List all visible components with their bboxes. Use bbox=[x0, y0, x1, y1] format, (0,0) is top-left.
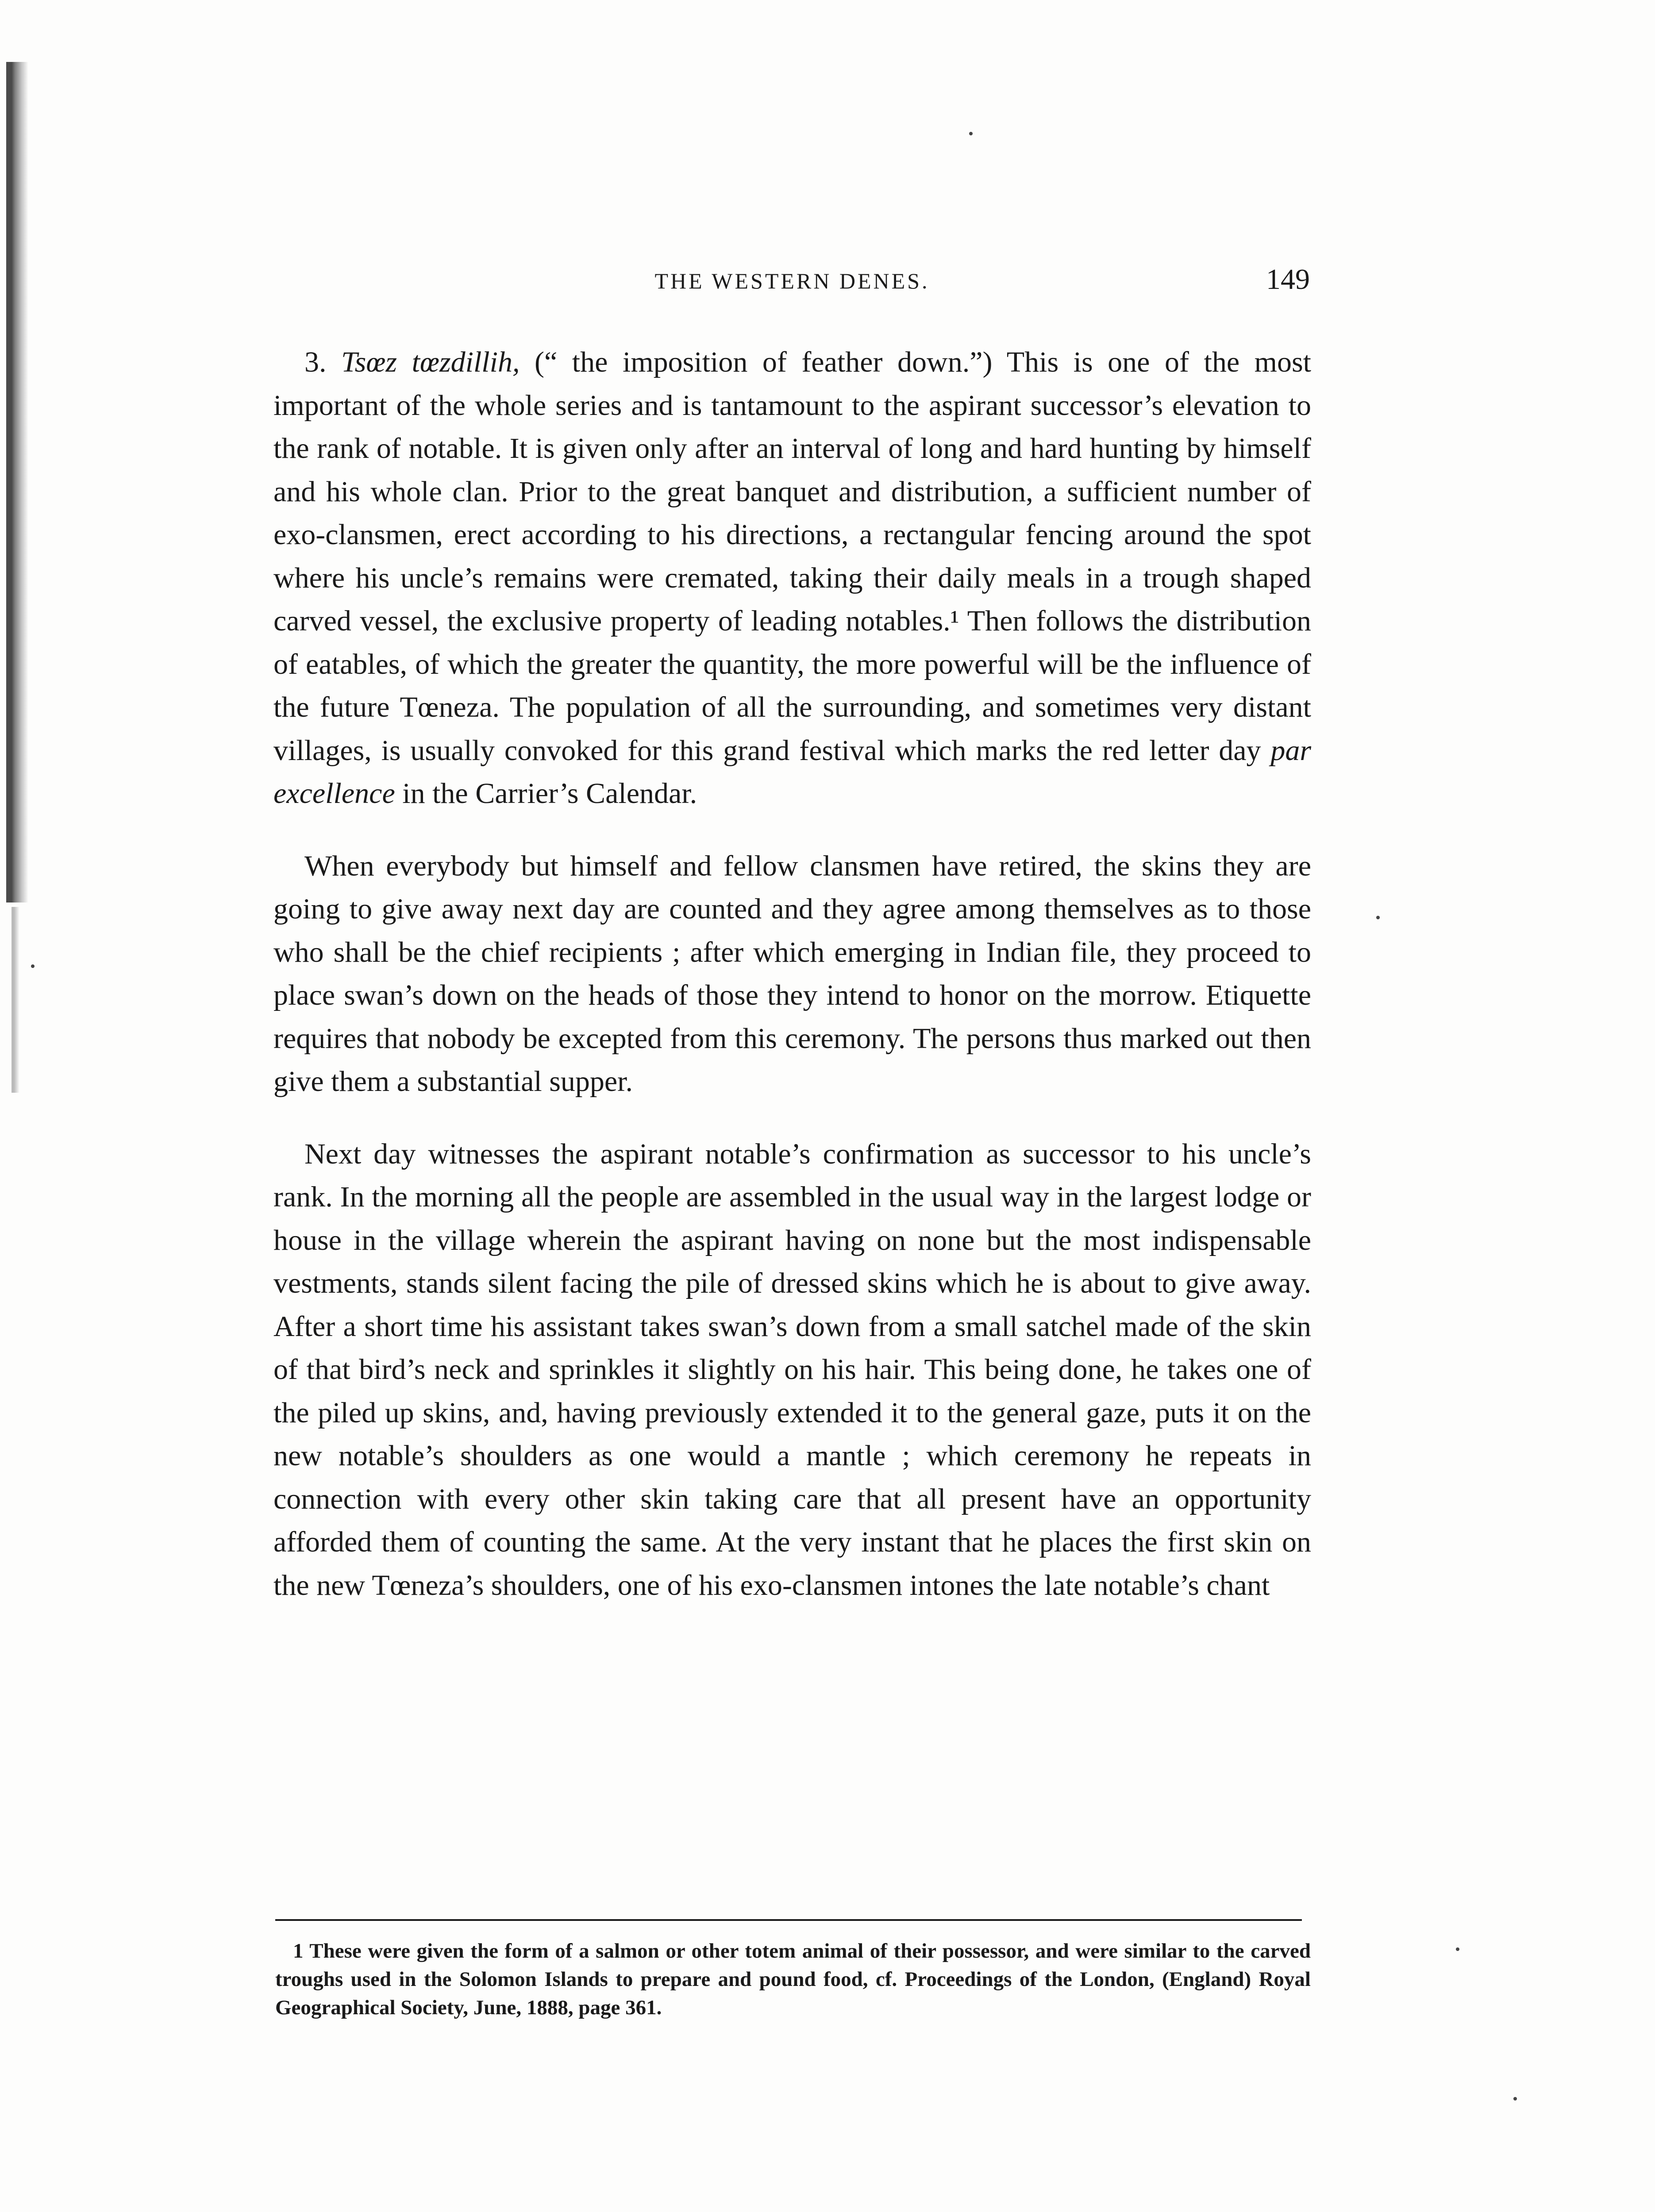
running-head: THE WESTERN DENES. bbox=[654, 269, 930, 293]
scan-speck bbox=[969, 132, 973, 135]
paragraph bbox=[273, 845, 1311, 1103]
paragraph-text: Next day witnesses the aspirant notable’s confirmation as successor to his uncle’s rank. In the morning all the people are assembled in the usual way in the largest lodge or house in the village wherein the aspirant having on none but the most indispensable vestments, stands silent facing the pile of dressed skins which he is about to give away. After a short time his assistant takes swan’s down from a small satchel made of the skin of that bird’s neck and sprinkles it slightly on his hair. This being done, he takes one of the piled up skins, and, having previously extended it to the general gaze, puts it on the new notable’s shoulders as one would a mantle ; which ceremony he repeats in connection with every other skin taking care that all present have an opportunity afforded them of counting the same. At the very instant that he places the first skin on the new Tœneza’s shoulders, one of his exo-clansmen intones the late notable’s chant bbox=[273, 1137, 1311, 1601]
scan-speck bbox=[1376, 916, 1380, 919]
italic-text: Tsœz tœzdillih, bbox=[341, 346, 520, 378]
italic-text: par excellence bbox=[273, 734, 1311, 810]
paragraph-text: in the Carrier’s Calendar. bbox=[395, 777, 697, 810]
scan-edge-shadow-lower bbox=[12, 907, 19, 1093]
paragraph-text: 3. bbox=[304, 346, 342, 378]
footnote: 1 These were given the form of a salmon or other totem animal of their possessor, and were similar to the carved troughs used in the Solomon Islands to prepare and pound food, cf. Proceedings of the London, (England) Royal Geographical Society, June, 1888, page 361. bbox=[275, 1939, 1311, 2019]
body-text bbox=[273, 341, 1311, 1607]
scan-edge-shadow bbox=[6, 62, 28, 902]
scan-speck bbox=[31, 964, 35, 968]
scan-speck bbox=[1456, 1947, 1459, 1951]
footnote-rule bbox=[275, 1919, 1302, 1921]
page-number: 149 bbox=[1266, 263, 1310, 296]
page-header bbox=[274, 263, 1310, 312]
paragraph-text: When everybody but himself and fellow clansmen have retired, the skins they are going to give away next day are counted and they agree among themselves as to those who shall be the chief recipients ; after which emerging in Indian file, they proceed to place swan’s down on the heads of those they intend to honor on the morrow. Etiquette requires that nobody be excepted from this ceremony. The persons thus marked out then give them a substantial supper. bbox=[273, 849, 1311, 1098]
paragraph bbox=[273, 1133, 1311, 1607]
paragraph bbox=[273, 341, 1311, 815]
scan-speck bbox=[1513, 2097, 1517, 2101]
paragraph-text: (“ the imposition of feather down.”) This is one of the most important of the whole series and is tantamount to the aspirant successor’s elevation to the rank of notable. It is given only after an interval of long and hard hunting by himself and his whole clan. Prior to the great banquet and distribution, a sufficient number of exo-clansmen, erect according to his directions, a rectangular fencing around the spot where his uncle’s remains were cremated, taking their daily meals in a trough shaped carved vessel, the exclusive property of leading notables.¹ Then follows the distribution of eatables, of which the greater the quantity, the more powerful will be the influence of the future Tœneza. The population of all the surrounding, and sometimes very distant villages, is usually convoked for this grand festival which marks the red letter day bbox=[273, 346, 1312, 767]
